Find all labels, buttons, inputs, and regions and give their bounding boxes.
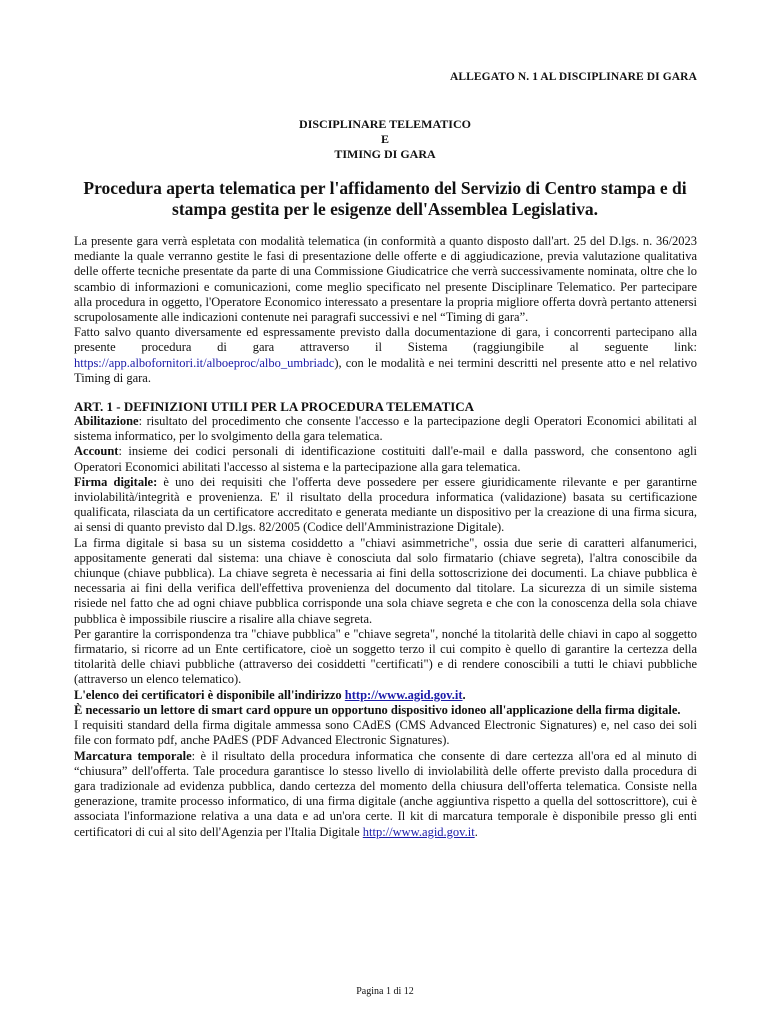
def-marcatura-text: : è il risultato della procedura informatica che consente di dare certezza all'ora ed al minuto di “chiusura” dell'offerta. Tale procedura garantisce lo stesso livello di inviolabilità delle offerte previsto dalla procedura di gara tradizionale ad evidenza pubblica, dando certezza del momento della chiusura dell'offerta telematica. Consiste nella generazione, tramite processo informatico, di una firma digitale (anche aggiuntiva rispetto a quella del sottoscrittore), cui è associata l'informazione relativa a una data e ad un'ora certe. Il kit di marcatura temporale è disponibile presso gli enti certificatori di cui al sito dell'Agenzia per l'Italia Digitale [74,748,697,839]
requisiti-firma: I requisiti standard della firma digitale ammessa sono CAdES (CMS Advanced Electronic Signatures) e, nel caso dei soli file con formato pdf, anche PAdES (PDF Advanced Electronic Signatures). [74,718,697,748]
firma-paragraph-3: Per garantire la corrispondenza tra "chiave pubblica" e "chiave segreta", nonché la titolarità delle chiavi in capo al soggetto firmatario, si ricorre ad un Ente certificatore, cioè un soggetto terzo il cui compito è quello di garantire la certezza della titolarità delle chiavi pubbliche (attraverso dei cosiddetti "certificati") e di rendere conoscibili a tutti le chiavi pubbliche (attraverso un elenco telematico). [74,626,697,687]
agid-link-1[interactable]: http://www.agid.gov.it [344,687,463,702]
document-type-line1: DISCIPLINARE TELEMATICO [299,117,471,131]
intro-p2-tail: ), con le modalità e nei termini descritti nel presente atto e nel relativo Timing di gara. [74,355,697,385]
marcatura-tail: . [474,824,478,839]
term-marcatura-temporale: Marcatura temporale [74,748,192,763]
term-account: Account [74,444,119,459]
document-type-line2: E [380,132,389,146]
elenco-tail: . [462,687,466,702]
document-type-line3: TIMING DI GARA [334,147,436,161]
albo-url[interactable]: https://app.albofornitori.it/alboeproc/albo_umbriadc [74,355,335,370]
lettore-smart-card: È necessario un lettore di smart card oppure un opportuno dispositivo idoneo all'applicazione della firma digitale. [74,702,681,717]
elenco-text: L'elenco dei certificatori è disponibile all'indirizzo [74,687,345,702]
procedure-title: Procedura aperta telematica per l'affidamento del Servizio di Centro stampa e di stampa gestita per le esigenze dell'Assemblea Legislativa. [83,178,687,219]
term-firma-digitale: Firma digitale: [74,474,158,489]
intro-paragraph-2 [74,325,697,386]
art1-heading: ART. 1 - DEFINIZIONI UTILI PER LA PROCEDURA TELEMATICA [74,399,475,415]
intro-paragraph-1: La presente gara verrà espletata con modalità telematica (in conformità a quanto disposto dall'art. 25 del D.lgs. n. 36/2023 mediante la quale verranno gestite le fasi di presentazione delle offerte e di aggiudicazione, previa valutazione qualitativa delle offerte tecniche presentate da parte di una Commissione Giudicatrice che verrà successivamente nominata, oltre che lo scambio di informazioni e comunicazioni, come meglio specificato nel presente Disciplinare Telematico. Per partecipare alla procedura in oggetto, l'Operatore Economico interessato a presentare la propria migliore offerta dovrà pertanto attenersi scrupolosamente alle indicazioni contenute nei paragrafi successivi e nel “Timing di gara”. [74,234,697,325]
term-abilitazione: Abilitazione [74,414,139,429]
def-marcatura-temporale [74,749,697,840]
def-abilitazione-text: : risultato del procedimento che consente l'accesso e la partecipazione degli Operatori Economici abilitati al sistema informatico, per lo svolgimento della gara telematica. [74,414,697,444]
def-account [74,444,697,474]
document-body [74,234,697,840]
elenco-certificatori [74,688,697,703]
document-type-block [0,117,770,162]
def-abilitazione [74,414,697,444]
def-firma-digitale [74,475,697,536]
agid-link-2[interactable]: http://www.agid.gov.it [362,824,475,839]
page-number: Pagina 1 di 12 [356,986,414,997]
def-account-text: : insieme dei codici personali di identificazione costituiti dall'e-mail e dalla password, che consentono agli Operatori Economici abilitati l'accesso al sistema e la partecipazione alla gara telematica. [74,444,697,474]
def-firma-text: è uno dei requisiti che l'offerta deve possedere per essere giuridicamente rilevante e per garantirne inviolabilità/integrità e provenienza. E' il risultato della procedura informatica (validazione) basata su certificazione qualificata, rilasciata da un certificatore accreditato e generata mediante un dispositivo per la creazione di una firma sicura, ai sensi di quanto previsto dal D.lgs. 82/2005 (Codice dell'Amministrazione Digitale). [74,474,697,535]
intro-p2-text: Fatto salvo quanto diversamente ed espressamente previsto dalla documentazione di gara, i concorrenti partecipano alla presente procedura di gara attraverso il Sistema (raggiungibile al seguente link: [74,325,697,355]
firma-paragraph-2: La firma digitale si basa su un sistema cosiddetto a "chiavi asimmetriche", ossia due serie di caratteri alfanumerici, appositamente generati dal sistema: una chiave è conosciuta dal solo firmatario (chiave segreta), l'altra conoscibile da chiunque (chiave pubblica). La chiave segreta è necessaria ai fini della sottoscrizione dei documenti. La chiave pubblica è necessaria ai fini della verifica dell'effettiva provenienza del documento dal titolare. La sicurezza di un simile sistema risiede nel fatto che ad ogni chiave pubblica corrisponde una sola chiave segreta e che con la conoscenza della sola chiave pubblica è impossibile riuscire a risalire alla chiave segreta. [74,535,697,626]
allegato-heading: ALLEGATO N. 1 AL DISCIPLINARE DI GARA [449,71,697,83]
